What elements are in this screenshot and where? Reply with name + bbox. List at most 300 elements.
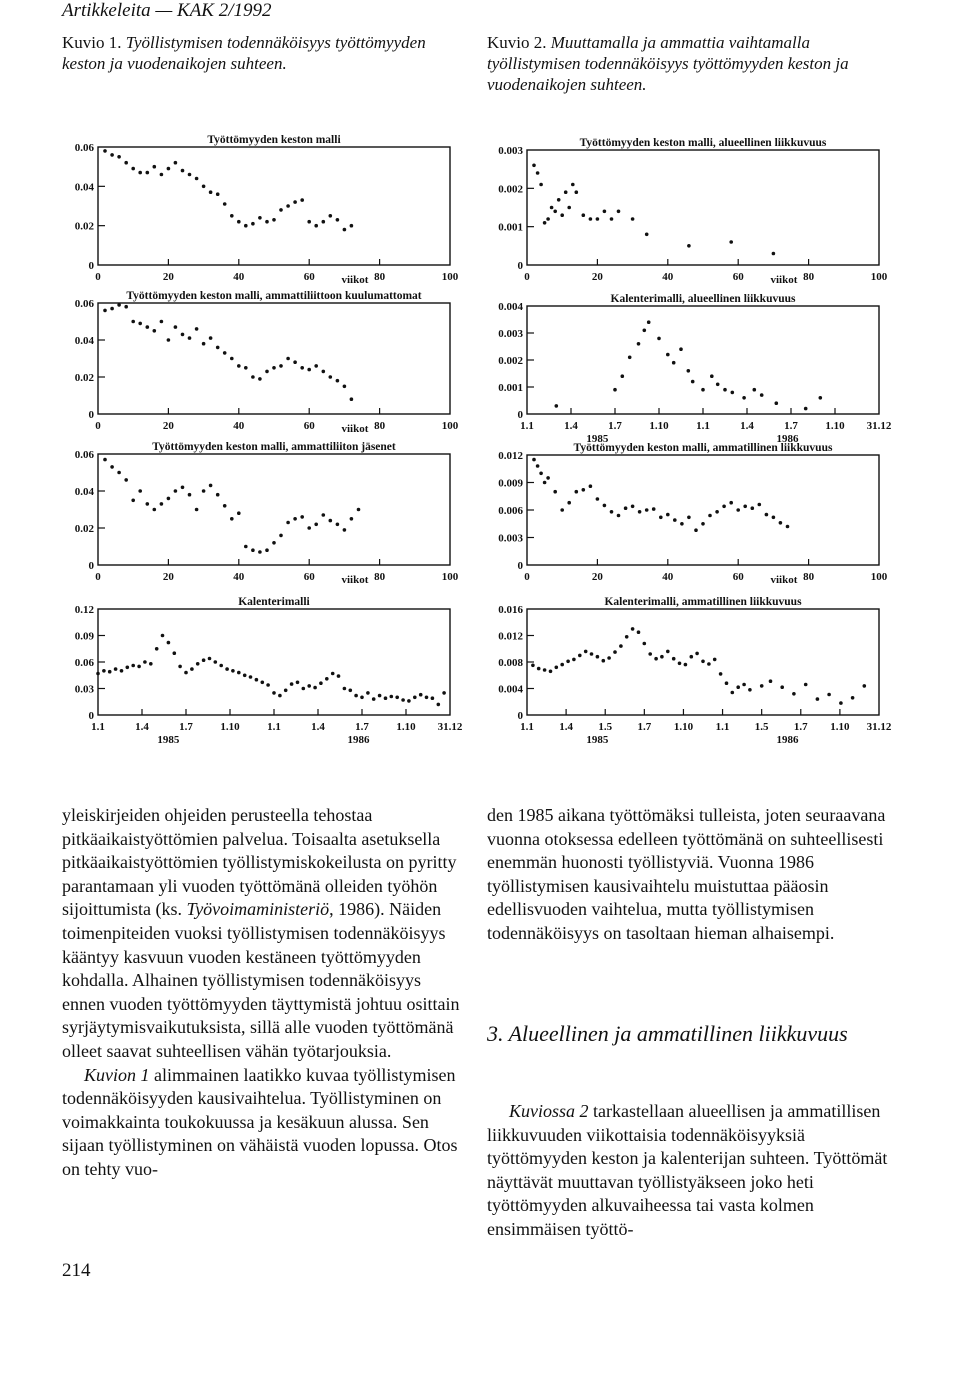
plot-frame — [527, 306, 879, 414]
data-point — [715, 510, 719, 514]
data-point — [124, 478, 128, 482]
data-point — [272, 541, 276, 545]
data-point — [625, 635, 629, 639]
y-tick-label: 0.001 — [498, 221, 523, 234]
data-point — [174, 161, 178, 165]
y-tick-label: 0 — [88, 710, 94, 722]
data-point — [710, 374, 714, 378]
y-tick-label: 0 — [88, 260, 94, 272]
data-point — [610, 217, 614, 221]
y-tick-label: 0 — [517, 710, 523, 722]
data-point — [722, 505, 726, 509]
x-tick-label: 31.12 — [866, 721, 892, 733]
data-point — [637, 630, 641, 634]
data-point — [278, 694, 282, 698]
data-point — [539, 183, 543, 187]
data-point — [543, 668, 547, 672]
data-point — [638, 510, 642, 514]
data-point — [725, 681, 729, 685]
y-tick-label: 0.012 — [498, 450, 523, 462]
x-tick-label: 100 — [441, 420, 459, 432]
data-point — [792, 692, 796, 696]
data-point — [555, 666, 559, 670]
plot-frame — [527, 455, 879, 565]
data-point — [769, 679, 773, 683]
data-point — [567, 206, 571, 210]
data-point — [230, 214, 234, 218]
data-point — [536, 464, 540, 468]
data-point — [244, 224, 248, 228]
data-point — [742, 683, 746, 687]
year-label: 1985 — [586, 734, 609, 746]
data-point — [190, 667, 194, 671]
data-point — [230, 517, 234, 521]
x-tick-label: 1.10 — [830, 721, 850, 733]
data-point — [827, 693, 831, 697]
data-point — [300, 515, 304, 519]
data-point — [261, 681, 265, 685]
chart-k2-p3 — [498, 442, 888, 586]
data-point — [804, 407, 808, 411]
data-point — [617, 210, 621, 214]
data-point — [161, 634, 165, 638]
data-point — [258, 377, 262, 381]
year-label: 1985 — [157, 734, 180, 746]
x-axis-label: viikot — [770, 574, 798, 586]
data-point — [695, 652, 699, 656]
data-point — [736, 685, 740, 689]
data-point — [272, 218, 276, 222]
data-point — [543, 221, 547, 225]
data-point — [372, 697, 376, 701]
data-point — [578, 654, 582, 658]
data-point — [647, 320, 651, 324]
y-tick-label: 0 — [88, 409, 94, 421]
paragraph — [62, 804, 464, 1064]
data-point — [349, 689, 353, 693]
x-tick-label: 60 — [303, 420, 315, 432]
x-tick-label: 20 — [591, 271, 603, 283]
data-point — [188, 493, 192, 497]
data-point — [202, 489, 206, 493]
data-point — [225, 667, 229, 671]
x-tick-label: 40 — [233, 571, 245, 583]
chart-k2-p1 — [498, 137, 888, 286]
data-point — [195, 177, 199, 181]
data-point — [174, 325, 178, 329]
data-point — [571, 183, 575, 187]
x-tick-label: 20 — [162, 571, 174, 583]
data-point — [560, 508, 564, 512]
data-point — [216, 493, 220, 497]
chart-k2-p4 — [498, 596, 892, 746]
data-point — [286, 521, 290, 525]
data-point — [216, 192, 220, 196]
x-tick-label: 31.12 — [866, 420, 892, 432]
data-point — [357, 508, 361, 512]
data-point — [643, 329, 647, 333]
data-point — [249, 675, 253, 679]
year-label: 1985 — [586, 433, 609, 445]
data-point — [178, 665, 182, 669]
data-point — [617, 514, 621, 518]
data-point — [839, 701, 843, 705]
data-point — [209, 336, 213, 340]
data-point — [736, 508, 740, 512]
data-point — [237, 364, 241, 368]
year-label: 1986 — [347, 734, 370, 746]
data-point — [419, 693, 423, 697]
x-tick-label: 80 — [374, 420, 386, 432]
y-tick-label: 0.004 — [498, 301, 523, 313]
data-point — [184, 671, 188, 675]
data-point — [167, 641, 171, 645]
data-point — [155, 647, 159, 651]
data-point — [743, 505, 747, 509]
data-point — [672, 361, 676, 365]
data-point — [114, 667, 118, 671]
y-tick-label: 0.02 — [74, 523, 94, 535]
data-point — [716, 383, 720, 387]
data-point — [146, 325, 150, 329]
data-point — [272, 691, 276, 695]
data-point — [701, 660, 705, 664]
data-point — [603, 504, 607, 508]
y-tick-label: 0.001 — [498, 382, 523, 394]
data-point — [251, 375, 255, 379]
data-point — [110, 153, 114, 157]
data-point — [413, 696, 417, 700]
data-point — [117, 155, 121, 159]
figure1-caption-prefix: Kuvio 1. — [62, 33, 122, 52]
data-point — [336, 379, 340, 383]
data-point — [553, 490, 557, 494]
chart-title: Työttömyyden keston malli — [207, 134, 341, 146]
data-point — [637, 342, 641, 346]
y-tick-label: 0.06 — [74, 298, 94, 310]
x-tick-label: 1.10 — [673, 721, 694, 733]
data-point — [539, 472, 543, 476]
x-tick-label: 0 — [524, 571, 530, 583]
x-tick-label: 40 — [662, 571, 674, 583]
data-point — [804, 683, 808, 687]
data-point — [265, 548, 269, 552]
data-point — [143, 660, 147, 664]
data-point — [319, 681, 323, 685]
x-tick-label: 20 — [162, 420, 174, 432]
data-point — [343, 228, 347, 232]
year-label: 1986 — [776, 734, 799, 746]
data-point — [279, 534, 283, 538]
data-point — [153, 329, 157, 333]
data-point — [713, 658, 717, 662]
data-point — [167, 338, 171, 342]
chart-k2-p2 — [498, 293, 892, 445]
y-tick-label: 0 — [517, 409, 523, 421]
x-tick-label: 1.10 — [649, 420, 669, 432]
data-point — [701, 522, 705, 526]
data-point — [673, 518, 677, 522]
data-point — [110, 465, 114, 469]
data-point — [343, 385, 347, 389]
data-point — [181, 333, 185, 337]
text-run: yleiskirjeiden ohjeiden perusteella tehostaa pitkäaikaistyöttömien palvelua. Toisaalta asetuksella pitkäaikaistyöttömien työllistymiskokeilusta on pyritty parantamaan yli vuoden työttömänä olleiden työhön sijoittumista (ks. — [62, 805, 457, 920]
data-point — [181, 486, 185, 490]
data-point — [293, 360, 297, 364]
data-point — [255, 678, 259, 682]
data-point — [442, 691, 446, 695]
data-point — [160, 502, 164, 506]
x-tick-label: 1.10 — [220, 721, 240, 733]
data-point — [691, 380, 695, 384]
chart-title: Työttömyyden keston malli, ammattiliiton jäsenet — [152, 441, 396, 453]
data-point — [560, 213, 564, 217]
data-point — [202, 185, 206, 189]
text-run: alimmainen laatikko kuvaa työllistymisen todennäköisyyden kausivaihtelua. Työllistyminen on voimakkainta toukokuussa ja kesäkuun alussa. Sen sijaan työllistyminen on vähäistä vuoden lopussa. Otos on tehty vuo- — [62, 1064, 458, 1179]
plot-frame — [98, 147, 450, 265]
y-tick-label: 0 — [517, 560, 523, 572]
data-point — [621, 374, 625, 378]
paragraph — [62, 1064, 464, 1182]
x-tick-label: 100 — [870, 571, 888, 583]
data-point — [322, 220, 326, 224]
data-point — [314, 523, 318, 527]
data-point — [690, 655, 694, 659]
data-point — [537, 667, 541, 671]
data-point — [437, 703, 441, 707]
data-point — [645, 508, 649, 512]
y-tick-label: 0.003 — [498, 532, 523, 545]
data-point — [596, 497, 600, 501]
data-point — [816, 697, 820, 701]
y-tick-label: 0.003 — [498, 145, 523, 157]
data-point — [322, 370, 326, 374]
data-point — [549, 670, 553, 674]
data-point — [244, 545, 248, 549]
data-point — [628, 356, 632, 360]
y-tick-label: 0.04 — [74, 486, 94, 498]
data-point — [751, 506, 755, 510]
chart-title: Työttömyyden keston malli, alueellinen liikkuvuus — [579, 137, 827, 149]
y-tick-label: 0.009 — [498, 477, 523, 490]
data-point — [331, 672, 335, 676]
chart-title: Työttömyyden keston malli, ammattiliittoon kuulumattomat — [126, 290, 422, 302]
data-point — [666, 513, 670, 517]
data-point — [138, 322, 142, 326]
data-point — [124, 161, 128, 165]
data-point — [108, 670, 112, 674]
y-tick-label: 0.02 — [74, 372, 94, 384]
data-point — [300, 366, 304, 370]
data-point — [103, 149, 107, 153]
x-tick-label: 60 — [732, 571, 744, 583]
data-point — [223, 202, 227, 206]
data-point — [131, 167, 135, 171]
data-point — [707, 662, 711, 666]
data-point — [124, 305, 128, 309]
data-point — [307, 220, 311, 224]
data-point — [231, 669, 235, 673]
x-tick-label: 1.10 — [825, 420, 845, 432]
data-point — [582, 488, 586, 492]
data-point — [138, 171, 142, 175]
data-point — [390, 695, 394, 699]
data-point — [659, 516, 663, 520]
data-point — [572, 658, 576, 662]
data-point — [290, 682, 294, 686]
data-point — [687, 244, 691, 248]
y-tick-label: 0.12 — [74, 604, 94, 616]
italic-text: Kuviossa 2 — [509, 1101, 589, 1121]
y-tick-label: 0.09 — [74, 630, 94, 643]
x-tick-label: 80 — [803, 271, 815, 283]
data-point — [272, 366, 276, 370]
y-tick-label: 0.012 — [498, 630, 523, 643]
y-tick-label: 0.03 — [74, 683, 94, 696]
chart-title: Kalenterimalli — [238, 596, 310, 608]
data-point — [753, 388, 757, 392]
data-point — [131, 499, 135, 503]
data-point — [666, 353, 670, 357]
running-head: Artikkeleita — KAK 2/1992 — [62, 0, 272, 21]
data-point — [687, 516, 691, 520]
data-point — [174, 489, 178, 493]
data-point — [631, 627, 635, 631]
data-point — [758, 503, 762, 507]
data-point — [360, 696, 364, 700]
y-tick-label: 0.06 — [74, 449, 94, 461]
data-point — [666, 650, 670, 654]
data-point — [366, 691, 370, 695]
data-point — [546, 217, 550, 221]
data-point — [553, 210, 557, 214]
data-point — [237, 511, 241, 515]
data-point — [723, 388, 727, 392]
x-tick-label: 20 — [591, 571, 603, 583]
x-tick-label: 1.1 — [267, 721, 281, 733]
data-point — [350, 397, 354, 401]
data-point — [631, 505, 635, 509]
data-point — [613, 650, 617, 654]
data-point — [188, 336, 192, 340]
data-point — [202, 658, 206, 662]
x-tick-label: 0 — [95, 420, 101, 432]
y-tick-label: 0 — [517, 260, 523, 272]
data-point — [149, 662, 153, 666]
data-point — [731, 391, 735, 395]
data-point — [654, 657, 658, 661]
data-point — [851, 696, 855, 700]
data-point — [590, 652, 594, 656]
data-point — [546, 476, 550, 480]
data-point — [775, 401, 779, 405]
chart-k1-p3 — [75, 441, 459, 586]
data-point — [550, 206, 554, 210]
x-tick-label: 1.4 — [559, 721, 573, 733]
x-tick-label: 0 — [95, 271, 101, 283]
chart-k1-p2 — [75, 290, 459, 435]
y-tick-label: 0.002 — [498, 355, 523, 367]
data-point — [329, 375, 333, 379]
body-right-column — [487, 804, 893, 946]
data-point — [610, 510, 614, 514]
section-heading: 3. Alueellinen ja ammatillinen liikkuvuus — [487, 1021, 848, 1046]
data-point — [279, 208, 283, 212]
data-point — [251, 548, 255, 552]
x-tick-label: 1.4 — [740, 420, 754, 432]
data-point — [631, 217, 635, 221]
data-point — [219, 664, 223, 668]
figure2-caption-text: Muuttamalla ja ammattia vaihtamalla työllistymisen todennäköisyys työttömyyden keston ja vuodenaikojen suhteen. — [487, 33, 849, 94]
data-point — [223, 504, 227, 508]
data-point — [645, 233, 649, 237]
data-point — [160, 320, 164, 324]
chart-k1-p4 — [75, 596, 463, 746]
data-point — [560, 663, 564, 667]
data-point — [679, 347, 683, 351]
data-point — [146, 171, 150, 175]
data-point — [243, 674, 247, 678]
data-point — [307, 526, 311, 530]
data-point — [589, 217, 593, 221]
section-paragraph — [487, 1100, 893, 1242]
data-point — [120, 669, 124, 673]
text-run: , 1986). Näiden toimenpiteiden vuoksi työllistymisen todennäköisyys kääntyy kasvuun vuoden kestäneen työttömyyden kohdalla. Alhainen työllistymisen todennäköisyys ennen vuoden työttömyyden täyttymistä johtuu osittain syrjäytymisvaikutuksista, sillä alle vuoden työttömänä olleet saavat suhteellisen vähän työtarjouksia. — [62, 899, 460, 1061]
figure2-caption-prefix: Kuvio 2. — [487, 33, 547, 52]
x-tick-label: 60 — [303, 571, 315, 583]
data-point — [648, 652, 652, 656]
y-tick-label: 0.008 — [498, 657, 523, 669]
data-point — [286, 204, 290, 208]
y-tick-label: 0 — [88, 560, 94, 572]
y-tick-label: 0.006 — [498, 505, 523, 517]
data-point — [729, 240, 733, 244]
data-point — [536, 171, 540, 175]
data-point — [343, 528, 347, 532]
data-point — [819, 396, 823, 400]
data-point — [237, 220, 241, 224]
data-point — [195, 508, 199, 512]
x-tick-label: 1.4 — [564, 420, 578, 432]
data-point — [652, 507, 656, 511]
data-point — [596, 655, 600, 659]
x-tick-label: 60 — [303, 271, 315, 283]
text-run: tarkastellaan alueellisen ja ammatillisen liikkuvuuden viikottaisia todennäköisyyksiä työttömyyden keston ja kalenterijan suhteen. Työttömät näyttävät muuttavan työllistyäkseen joko heti työttömyyden alkuvaiheessa tai vasta kolmen ensimmäisen työttö- — [487, 1101, 888, 1239]
data-point — [532, 458, 536, 462]
data-point — [684, 663, 688, 667]
data-point — [350, 517, 354, 521]
data-point — [300, 198, 304, 202]
data-point — [329, 214, 333, 218]
text-run: den 1985 aikana työttömäksi tulleista, joten seuraavana vuonna otoksessa edelleen työttömänä on suhteellisesti enemmän huonosti työllistyviä. Vuonna 1986 työllistymisen kausivaihtelu muistuttaa pääosin edellisvuoden vaihtelua, mutta työllistymisen todennäköisyys on tasoltaan hieman alhaisempi. — [487, 805, 886, 943]
data-point — [575, 490, 579, 494]
data-point — [557, 198, 561, 202]
data-point — [731, 691, 735, 695]
data-point — [96, 672, 100, 676]
data-point — [719, 672, 723, 676]
y-tick-label: 0.003 — [498, 328, 523, 340]
data-point — [237, 671, 241, 675]
data-point — [772, 516, 776, 520]
data-point — [575, 190, 579, 194]
x-axis-label: viikot — [341, 423, 369, 435]
data-point — [286, 357, 290, 361]
year-label: 1986 — [776, 433, 799, 445]
data-point — [293, 517, 297, 521]
data-point — [265, 220, 269, 224]
chart-title: Työttömyyden keston malli, ammatillinen liikkuvuus — [573, 442, 833, 454]
data-point — [384, 696, 388, 700]
